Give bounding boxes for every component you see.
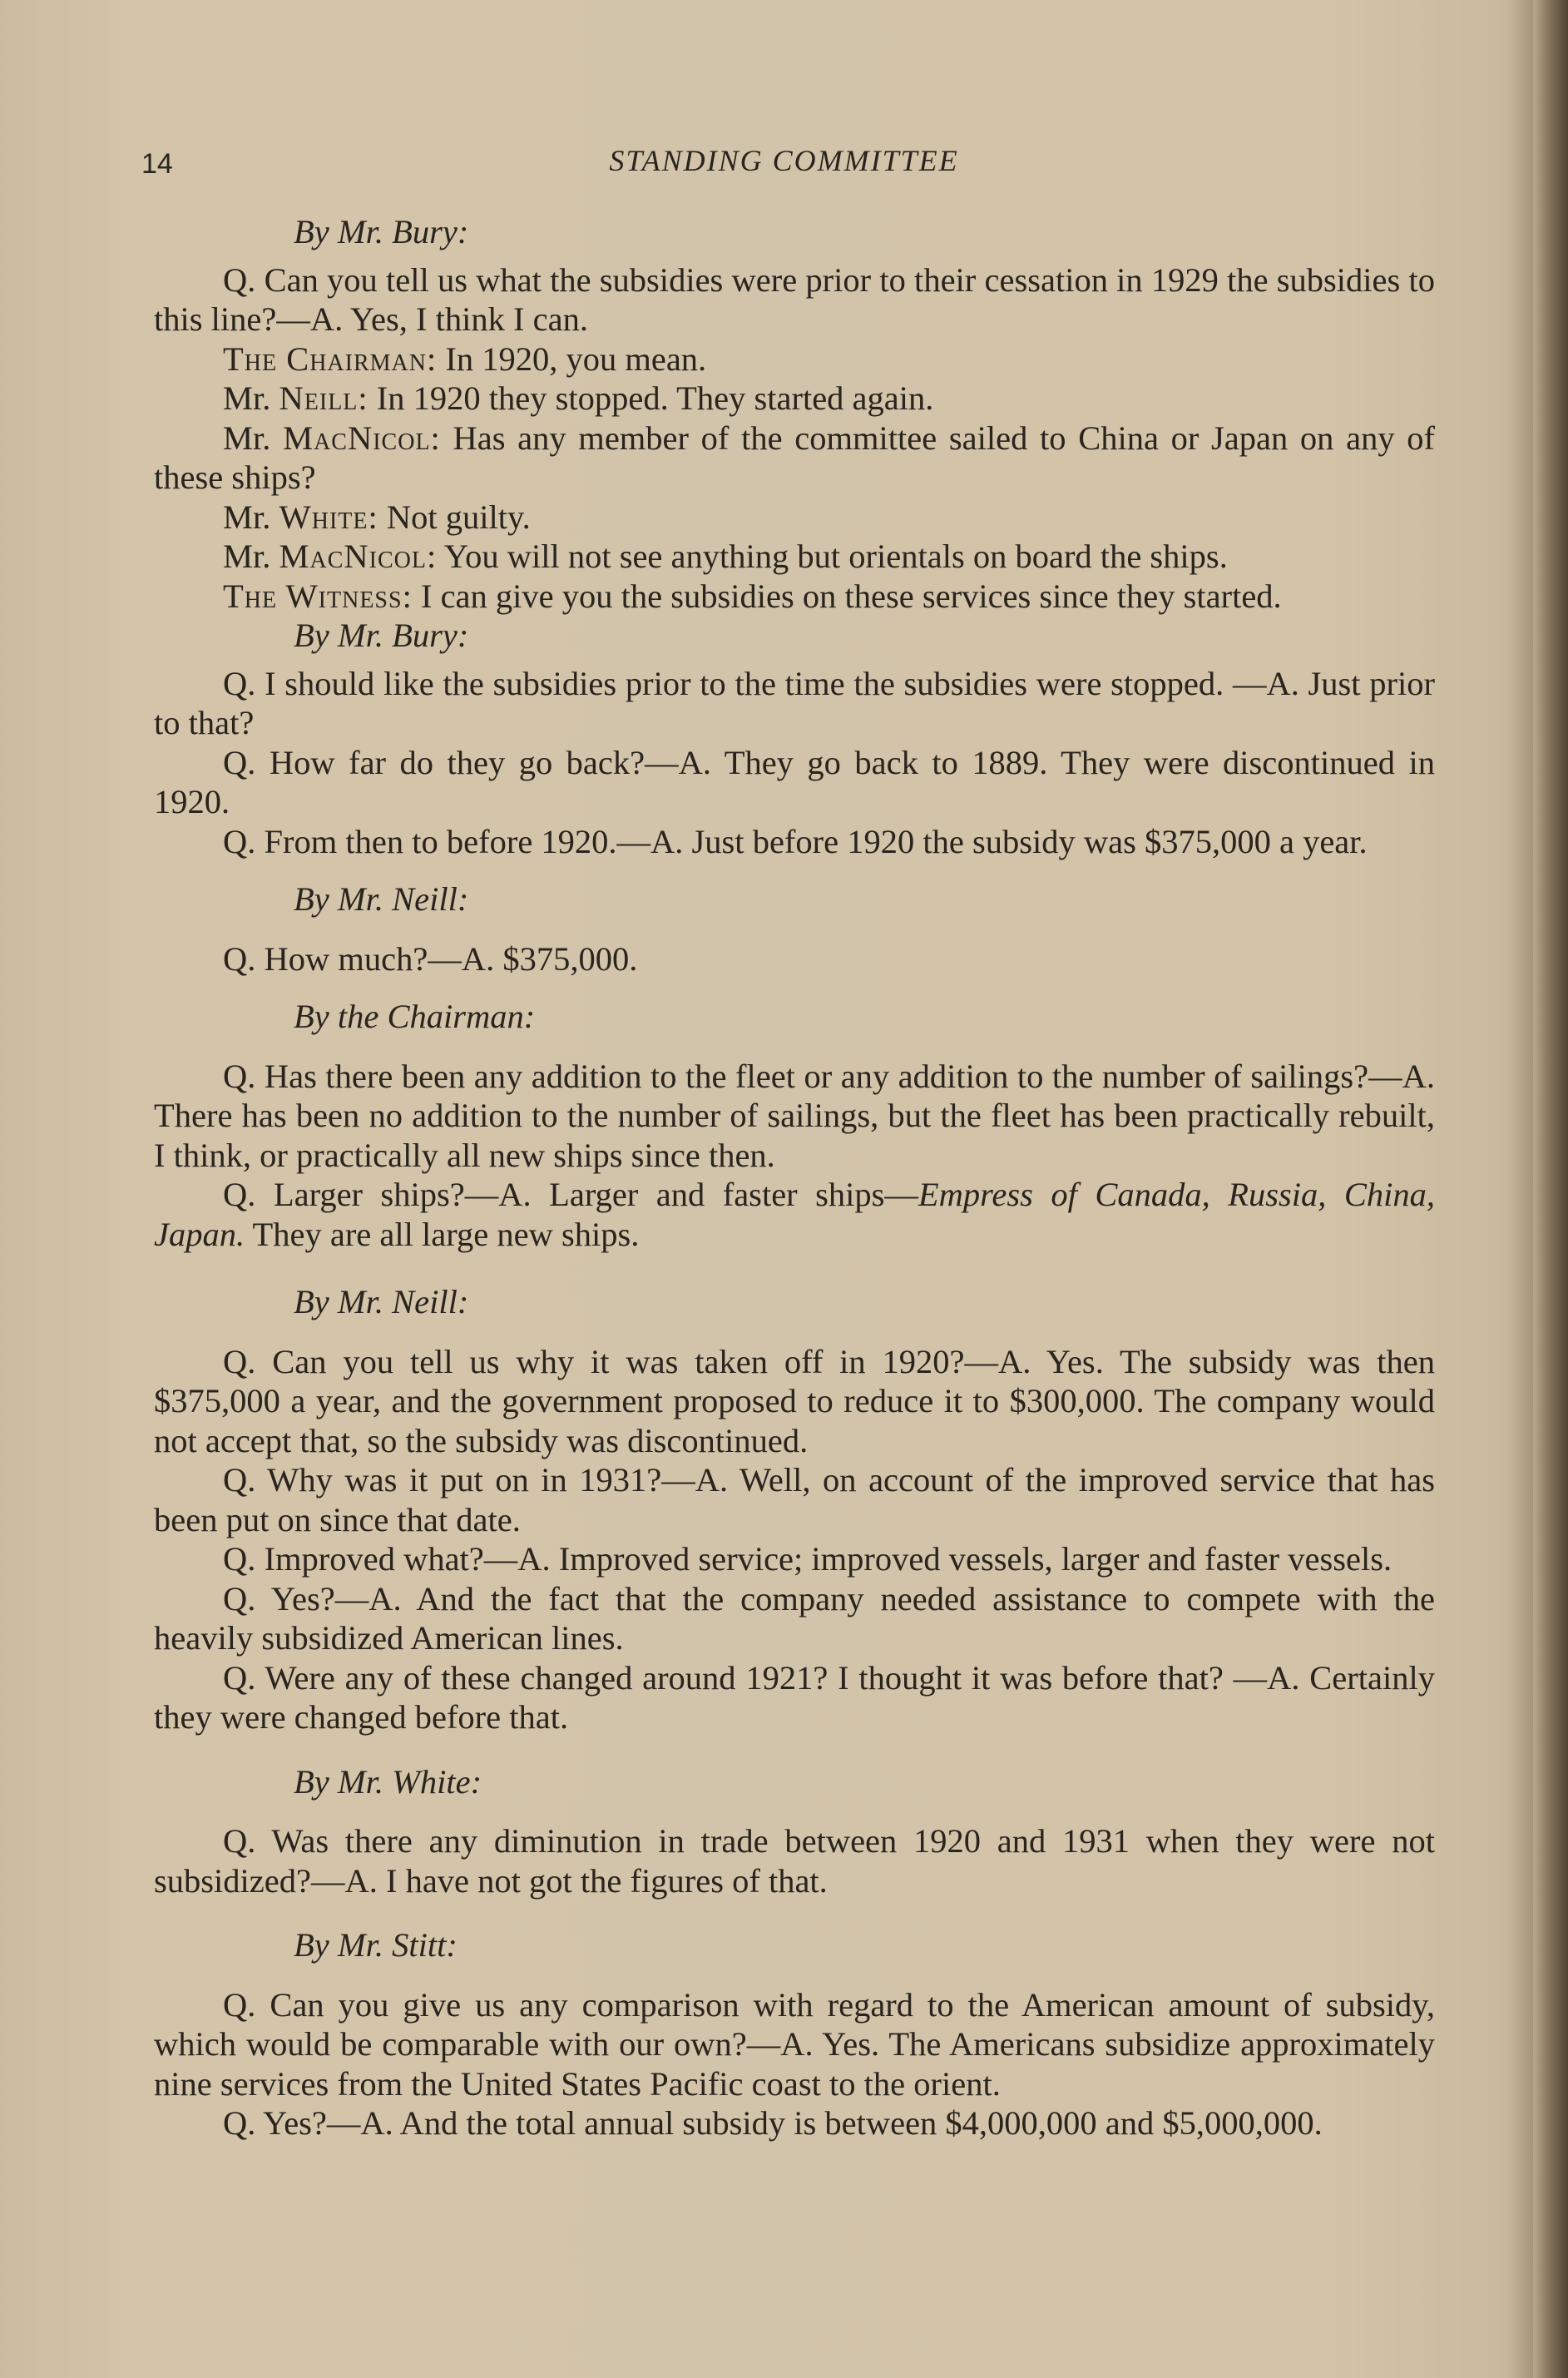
paragraph: Q. Larger ships?—A. Larger and faster ships—Empress of Canada, Russia, China, Japan. They are all large new ships.: [154, 1176, 1435, 1253]
paragraph: Q. Yes?—A. And the fact that the company needed assistance to compete with the heavily subsidized American lines.: [154, 1579, 1435, 1657]
paragraph: Q. Has there been any addition to the fleet or any addition to the number of sailings?—A. There has been no addition to the number of sailings, but the fleet has been practically rebuilt, I think, or practically all new ships since then.: [154, 1057, 1435, 1174]
speaker-name: The Chairman:: [223, 339, 438, 378]
speaker-heading: By Mr. Neill:: [294, 1283, 469, 1320]
speaker-heading: By Mr. Stitt:: [294, 1926, 458, 1964]
paragraph: Q. Can you give us any comparison with regard to the American amount of subsidy, which would be comparable with our own?—A. Yes. The Americans subsidize approximately nine services from the United States Pacific coast to the orient.: [154, 1985, 1435, 2103]
paragraph: Mr. Neill: In 1920 they stopped. They started again.: [223, 379, 934, 417]
paragraph: Q. Can you tell us what the subsidies were prior to their cessation in 1929 the subsidies to this line?—A. Yes, I think I can.: [154, 260, 1435, 338]
paragraph: The Witness: I can give you the subsidies on these services since they started.: [223, 577, 1282, 615]
page-body: [154, 212, 1435, 2143]
speaker-name: The Witness:: [223, 577, 413, 615]
ship-names: Empress of Canada, Russia, China, Japan.: [154, 1176, 1435, 1253]
speaker-heading: By Mr. Neill:: [294, 880, 469, 918]
paragraph: Q. I should like the subsidies prior to the time the subsidies were stopped. —A. Just prior to that?: [154, 664, 1435, 741]
paragraph: Q. Were any of these changed around 1921? I thought it was before that? —A. Certainly they were changed before that.: [154, 1658, 1435, 1736]
paragraph: Q. How far do they go back?—A. They go back to 1889. They were discontinued in 1920.: [154, 743, 1435, 820]
paragraph: Q. From then to before 1920.—A. Just before 1920 the subsidy was $375,000 a year.: [223, 822, 1368, 860]
paragraph: Q. Can you tell us why it was taken off in 1920?—A. Yes. The subsidy was then $375,000 a year, and the government proposed to reduce it to $300,000. The company would not accept that, so the subsidy was discontinued.: [154, 1342, 1435, 1459]
paragraph: Mr. White: Not guilty.: [223, 498, 531, 536]
paragraph: The Chairman: In 1920, you mean.: [223, 339, 707, 378]
speaker-heading: By the Chairman:: [294, 998, 536, 1035]
speaker-heading: By Mr. Bury:: [294, 213, 469, 250]
speaker-heading: By Mr. Bury:: [294, 617, 469, 654]
page-binding-edge: [1533, 0, 1568, 2378]
speaker-name: White:: [279, 498, 378, 536]
speaker-name: MacNicol:: [283, 419, 441, 457]
paragraph: Q. Improved what?—A. Improved service; improved vessels, larger and faster vessels.: [223, 1540, 1392, 1578]
paragraph: Q. Why was it put on in 1931?—A. Well, on account of the improved service that has been put on since that date.: [154, 1461, 1435, 1538]
paragraph: Mr. MacNicol: You will not see anything but orientals on board the ships.: [223, 538, 1228, 575]
paragraph: Q. Was there any diminution in trade between 1920 and 1931 when they were not subsidized?—A. I have not got the figures of that.: [154, 1822, 1435, 1900]
speaker-name: Neill:: [279, 379, 369, 417]
speaker-name: MacNicol:: [279, 538, 438, 575]
paragraph: Mr. MacNicol: Has any member of the committee sailed to China or Japan on any of these ships?: [154, 419, 1435, 496]
speaker-heading: By Mr. White:: [294, 1762, 482, 1801]
page-number: 14: [141, 148, 173, 180]
running-title: STANDING COMMITTEE: [609, 144, 959, 177]
paragraph: Q. Yes?—A. And the total annual subsidy is between $4,000,000 and $5,000,000.: [223, 2104, 1323, 2142]
paragraph: Q. How much?—A. $375,000.: [223, 939, 638, 978]
